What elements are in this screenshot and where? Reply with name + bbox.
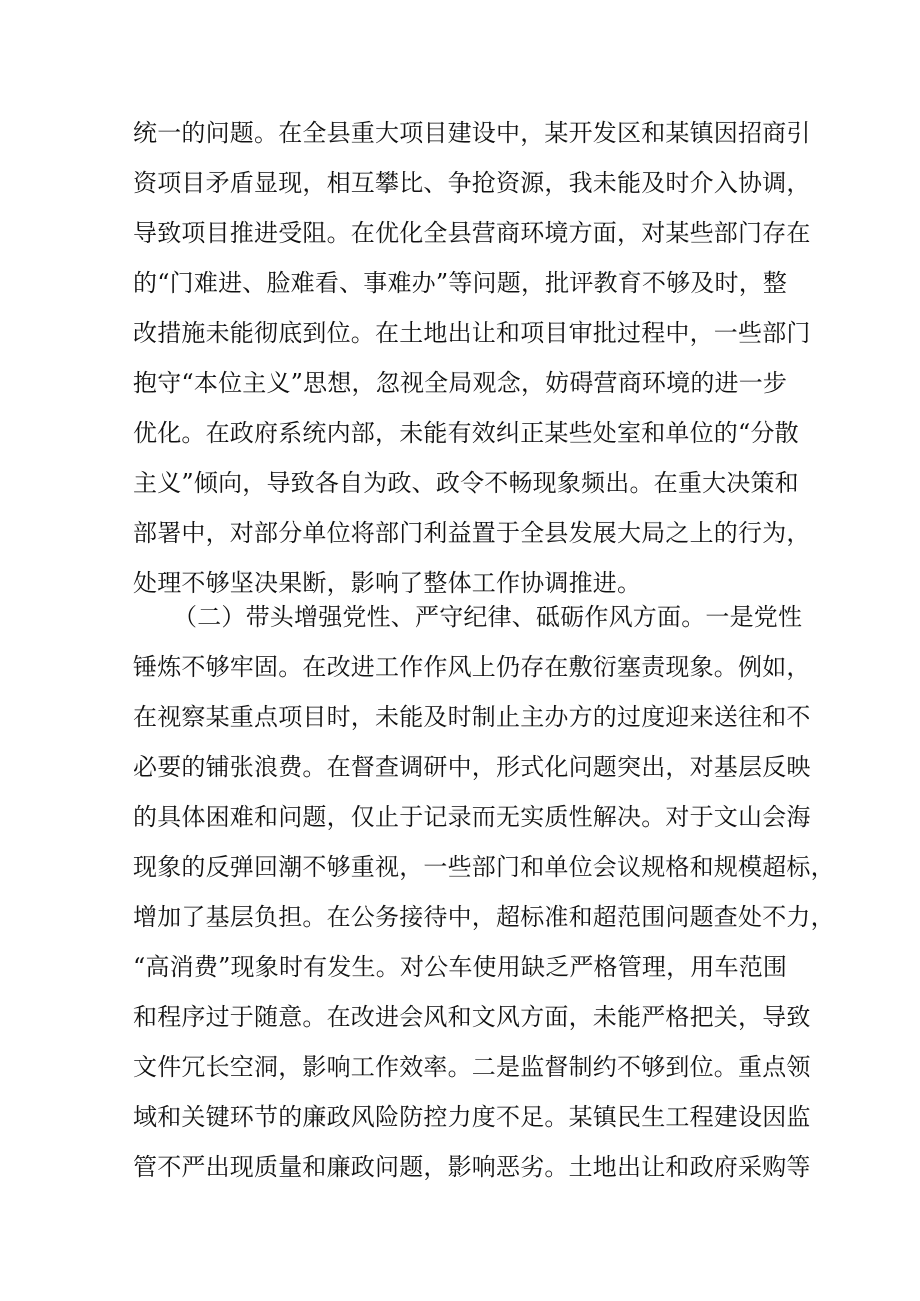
paragraph-1-line-10: 处理不够坚决果断，影响了整体工作协调推进。 (133, 569, 642, 597)
paragraph-2-line-1: （二）带头增强党性、严守纪律、砥砺作风方面。一是党性 (173, 603, 803, 631)
paragraph-2-line-8: “高消费”现象时有发生。对公车使用缺乏严格管理，用车范围 (133, 953, 788, 981)
paragraph-2-line-5: 的具体困难和问题，仅止于记录而无实质性解决。对于文山会海 (133, 803, 811, 831)
paragraph-2-line-10: 文件冗长空洞，影响工作效率。二是监督制约不够到位。重点领 (133, 1053, 811, 1081)
paragraph-2-line-9: 和程序过于随意。在改进会风和文风方面，未能严格把关，导致 (133, 1003, 811, 1031)
paragraph-2-line-12: 管不严出现质量和廉政问题，影响恶劣。土地出让和政府采购等 (133, 1153, 811, 1181)
paragraph-2-line-11: 域和关键环节的廉政风险防控力度不足。某镇民生工程建设因监 (133, 1103, 811, 1131)
paragraph-1-line-1: 统一的问题。在全县重大项目建设中，某开发区和某镇因招商引 (133, 119, 811, 147)
paragraph-1-line-3: 导致项目推进受阻。在优化全县营商环境方面，对某些部门存在 (133, 219, 811, 247)
paragraph-1-line-7: 优化。在政府系统内部，未能有效纠正某些处室和单位的“分散 (133, 419, 799, 447)
paragraph-1-line-6: 抱守“本位主义”思想，忽视全局观念，妨碍营商环境的进一步 (133, 369, 788, 397)
paragraph-2-line-4: 必要的铺张浪费。在督查调研中，形式化问题突出，对基层反映 (133, 753, 811, 781)
paragraph-2-line-6: 现象的反弹回潮不够重视，一些部门和单位会议规格和规模超标， (133, 853, 835, 881)
paragraph-1-line-5: 改措施未能彻底到位。在土地出让和项目审批过程中，一些部门 (133, 319, 811, 347)
paragraph-2-line-2: 锤炼不够牢固。在改进工作作风上仍存在敷衍塞责现象。例如， (133, 653, 811, 681)
paragraph-2-line-7: 增加了基层负担。在公务接待中，超标准和超范围问题查处不力， (133, 903, 835, 931)
paragraph-1-line-8: 主义”倾向，导致各自为政、政令不畅现象频出。在重大决策和 (133, 469, 799, 497)
paragraph-1-line-9: 部署中，对部分单位将部门利益置于全县发展大局之上的行为， (133, 519, 811, 547)
paragraph-2-line-3: 在视察某重点项目时，未能及时制止主办方的过度迎来送往和不 (133, 703, 811, 731)
paragraph-1-line-2: 资项目矛盾显现，相互攀比、争抢资源，我未能及时介入协调， (133, 169, 811, 197)
paragraph-1-line-4: 的“门难进、脸难看、事难办”等问题，批评教育不够及时，整 (133, 269, 788, 297)
